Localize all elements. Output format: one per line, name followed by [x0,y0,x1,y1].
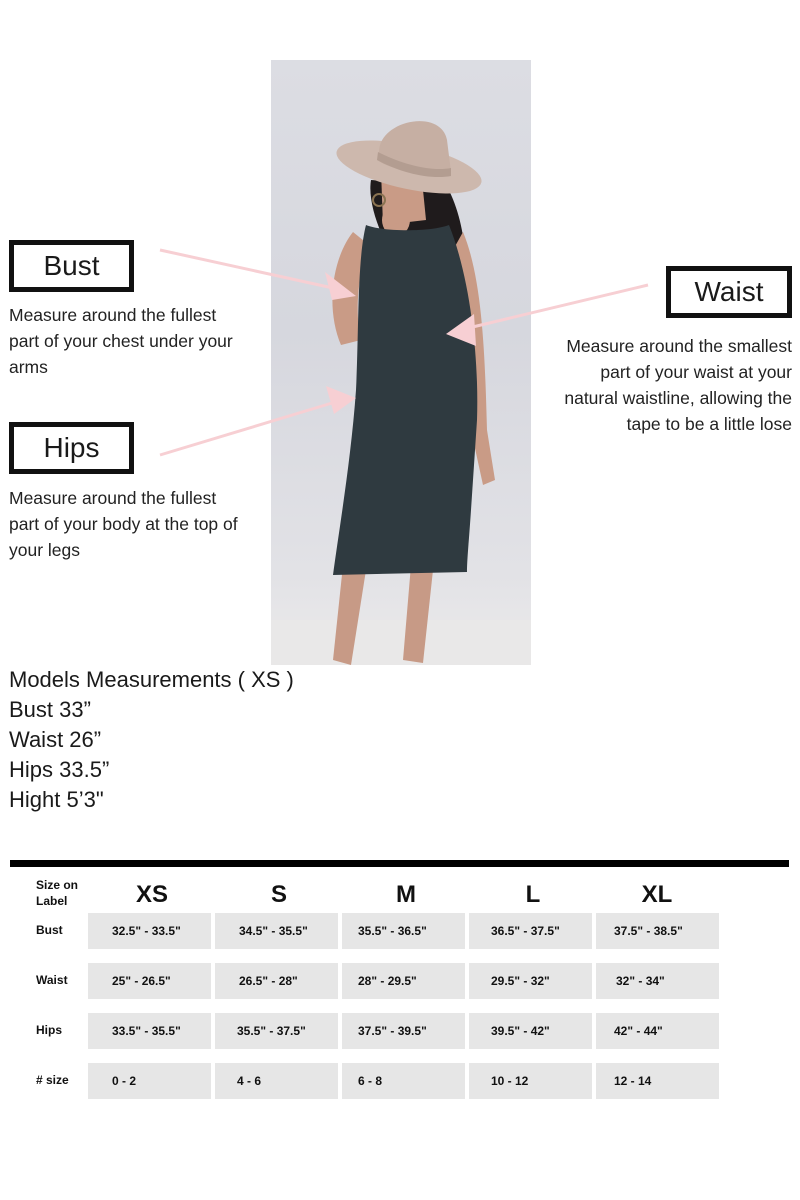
row-label-bust: Bust [36,923,63,937]
bust-description-line: arms [9,357,48,377]
hips-title: Hips [43,432,100,463]
bust-description-line: part of your chest under your [9,331,233,351]
size-header-l: L [525,881,541,908]
table-cell: 35.5" - 36.5" [342,913,465,949]
bust-description-line: Measure around the fullest [9,305,217,325]
table-cell: 10 - 12 [469,1063,592,1099]
waist-label-box [666,266,792,318]
table-cell: 4 - 6 [215,1063,338,1099]
hips-description-line: your legs [9,540,81,560]
waist-arrowhead [446,314,476,346]
hips-description [9,485,279,563]
table-cell: 28" - 29.5" [342,963,465,999]
table-cell: 0 - 2 [88,1063,211,1099]
table-cell: 36.5" - 37.5" [469,913,592,949]
bust-arrowhead [325,272,356,300]
size-header-m: M [396,881,416,908]
bust-arrow [160,250,342,290]
size-on-label-line: Size on [36,878,79,892]
table-cell: 12 - 14 [596,1063,719,1099]
size-header-s: S [270,881,287,908]
models-line-bust: Bust 33” [9,697,91,722]
row-label-waist: Waist [36,973,68,987]
size-header-xs: XS [135,881,168,908]
waist-title: Waist [694,276,764,307]
table-cell: 37.5" - 39.5" [342,1013,465,1049]
hips-description-line: part of your body at the top of [9,514,238,534]
table-cell: 37.5" - 38.5" [596,913,719,949]
waist-description-line: part of your waist at your [600,362,792,382]
bust-label-box [9,240,134,292]
waist-description-line: natural waistline, allowing the [564,388,792,408]
table-cell: 25" - 26.5" [88,963,211,999]
table-cell: 39.5" - 42" [469,1013,592,1049]
models-line-hips: Hips 33.5” [9,757,110,782]
table-cell: 32.5" - 33.5" [88,913,211,949]
models-line-waist: Waist 26” [9,727,102,752]
bust-title: Bust [43,250,100,281]
table-cell: 32" - 34" [596,963,719,999]
waist-arrow [460,285,648,330]
size-on-label-line: Label [36,894,68,908]
waist-description-line: Measure around the smallest [566,336,792,356]
waist-description [520,333,792,437]
size-on-label-header [36,877,78,909]
table-cell: 42" - 44" [596,1013,719,1049]
models-measurements [9,665,294,815]
table-cell: 35.5" - 37.5" [215,1013,338,1049]
table-cell: 6 - 8 [342,1063,465,1099]
hips-label-box [9,422,134,474]
models-title: Models Measurements ( XS ) [9,667,294,692]
row-label-number-size: # size [36,1073,69,1087]
table-cell: 29.5" - 32" [469,963,592,999]
models-line-height: Hight 5’3" [9,787,104,812]
table-cell: 33.5" - 35.5" [88,1013,211,1049]
size-header-xl: XL [641,881,673,908]
hips-arrow [160,400,342,455]
table-cell: 26.5" - 28" [215,963,338,999]
hips-description-line: Measure around the fullest [9,488,217,508]
hips-arrowhead [326,386,356,414]
table-divider [10,860,789,867]
bust-description [9,302,279,380]
waist-description-line: tape to be a little lose [626,414,792,434]
row-label-hips: Hips [36,1023,63,1037]
table-cell: 34.5" - 35.5" [215,913,338,949]
